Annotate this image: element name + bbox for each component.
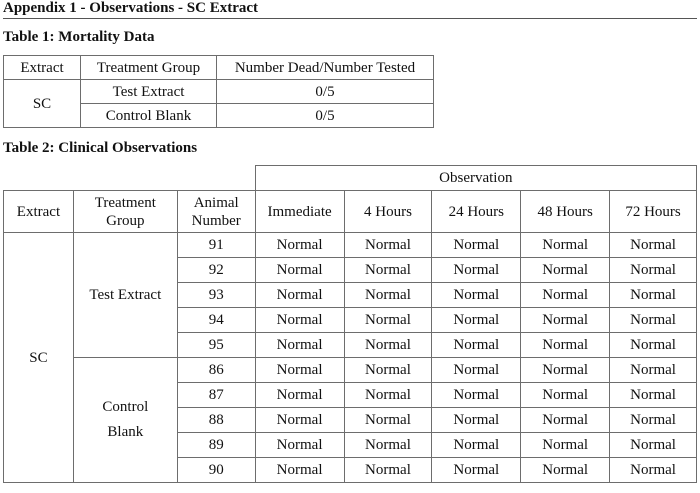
- observation-cell: Normal: [344, 258, 432, 283]
- header-immediate: Immediate: [255, 191, 344, 233]
- observation-cell: Normal: [344, 283, 432, 308]
- mortality-header-result: Number Dead/Number Tested: [217, 56, 434, 80]
- observation-cell: Normal: [432, 233, 521, 258]
- mortality-group-cell: Test Extract: [81, 80, 217, 104]
- animal-number-cell: 88: [177, 408, 255, 433]
- observation-cell: Normal: [610, 258, 697, 283]
- observation-cell: Normal: [255, 358, 344, 383]
- table2-caption: Table 2: Clinical Observations: [3, 140, 198, 156]
- clinical-observations-table: [3, 165, 697, 483]
- observation-cell: Normal: [432, 283, 521, 308]
- animal-number-cell: 87: [177, 383, 255, 408]
- observation-header-row: [4, 166, 697, 191]
- column-header-row: [4, 191, 697, 233]
- table-row: [4, 358, 697, 383]
- header-treatment-group: [73, 191, 177, 233]
- observation-cell: Normal: [432, 333, 521, 358]
- observation-cell: Normal: [255, 408, 344, 433]
- observation-cell: Normal: [521, 233, 610, 258]
- mortality-table: [3, 55, 434, 128]
- header-24-hours: 24 Hours: [432, 191, 521, 233]
- observation-cell: Normal: [255, 308, 344, 333]
- observation-cell: Normal: [610, 233, 697, 258]
- extract-cell: SC: [4, 233, 74, 483]
- header-72-hours: 72 Hours: [610, 191, 697, 233]
- appendix-title: Appendix 1 - Observations - SC Extract: [3, 0, 697, 19]
- observation-cell: Normal: [344, 233, 432, 258]
- mortality-group-cell: Control Blank: [81, 104, 217, 128]
- header-animal-number: [177, 191, 255, 233]
- observation-cell: Normal: [521, 383, 610, 408]
- animal-number-cell: 90: [177, 458, 255, 483]
- observation-cell: Normal: [432, 408, 521, 433]
- header-animal-number-line2: Number: [191, 212, 241, 229]
- group-test-extract: Test Extract: [73, 233, 177, 358]
- observation-cell: Normal: [344, 333, 432, 358]
- observation-cell: Normal: [344, 458, 432, 483]
- animal-number-cell: 95: [177, 333, 255, 358]
- observation-cell: Normal: [432, 308, 521, 333]
- observation-cell: Normal: [610, 283, 697, 308]
- observation-cell: Normal: [432, 358, 521, 383]
- animal-number-cell: 86: [177, 358, 255, 383]
- animal-number-cell: 93: [177, 283, 255, 308]
- observation-cell: Normal: [255, 233, 344, 258]
- observation-cell: Normal: [344, 433, 432, 458]
- header-animal-number-line1: Animal: [193, 194, 239, 211]
- observation-header: Observation: [255, 166, 696, 191]
- observation-cell: Normal: [610, 433, 697, 458]
- header-extract: Extract: [4, 191, 74, 233]
- observation-cell: Normal: [344, 358, 432, 383]
- header-treatment-group-line1: Treatment: [94, 194, 156, 211]
- animal-number-cell: 92: [177, 258, 255, 283]
- mortality-result-cell: 0/5: [217, 80, 434, 104]
- header-spacer: [4, 166, 256, 191]
- observation-cell: Normal: [255, 283, 344, 308]
- observation-cell: Normal: [344, 383, 432, 408]
- observation-cell: Normal: [432, 458, 521, 483]
- observation-cell: Normal: [255, 383, 344, 408]
- group-control-blank: [73, 358, 177, 483]
- observation-cell: Normal: [521, 433, 610, 458]
- group-control-line2: Blank: [107, 424, 144, 440]
- animal-number-cell: 89: [177, 433, 255, 458]
- group-control-line1: Control: [102, 399, 149, 415]
- observation-cell: Normal: [432, 383, 521, 408]
- table1-caption: Table 1: Mortality Data: [3, 29, 155, 45]
- observation-cell: Normal: [610, 408, 697, 433]
- observation-cell: Normal: [344, 408, 432, 433]
- observation-cell: Normal: [521, 358, 610, 383]
- observation-cell: Normal: [610, 383, 697, 408]
- observation-cell: Normal: [610, 333, 697, 358]
- observation-cell: Normal: [255, 433, 344, 458]
- header-4-hours: 4 Hours: [344, 191, 432, 233]
- observation-cell: Normal: [344, 308, 432, 333]
- mortality-row: [4, 80, 434, 104]
- observation-cell: Normal: [610, 358, 697, 383]
- observation-cell: Normal: [521, 408, 610, 433]
- observation-cell: Normal: [255, 458, 344, 483]
- mortality-header-extract: Extract: [4, 56, 81, 80]
- observation-cell: Normal: [610, 308, 697, 333]
- table-row: [4, 233, 697, 258]
- observation-cell: Normal: [255, 258, 344, 283]
- animal-number-cell: 91: [177, 233, 255, 258]
- mortality-header-group: Treatment Group: [81, 56, 217, 80]
- observation-cell: Normal: [610, 458, 697, 483]
- observation-cell: Normal: [432, 258, 521, 283]
- observation-cell: Normal: [521, 333, 610, 358]
- observation-cell: Normal: [521, 458, 610, 483]
- observation-cell: Normal: [255, 333, 344, 358]
- mortality-extract-cell: SC: [4, 80, 81, 128]
- observation-cell: Normal: [521, 258, 610, 283]
- observation-cell: Normal: [432, 433, 521, 458]
- observation-cell: Normal: [521, 308, 610, 333]
- header-treatment-group-line2: Group: [106, 212, 145, 229]
- observation-cell: Normal: [521, 283, 610, 308]
- animal-number-cell: 94: [177, 308, 255, 333]
- header-48-hours: 48 Hours: [521, 191, 610, 233]
- mortality-header-row: [4, 56, 434, 80]
- mortality-result-cell: 0/5: [217, 104, 434, 128]
